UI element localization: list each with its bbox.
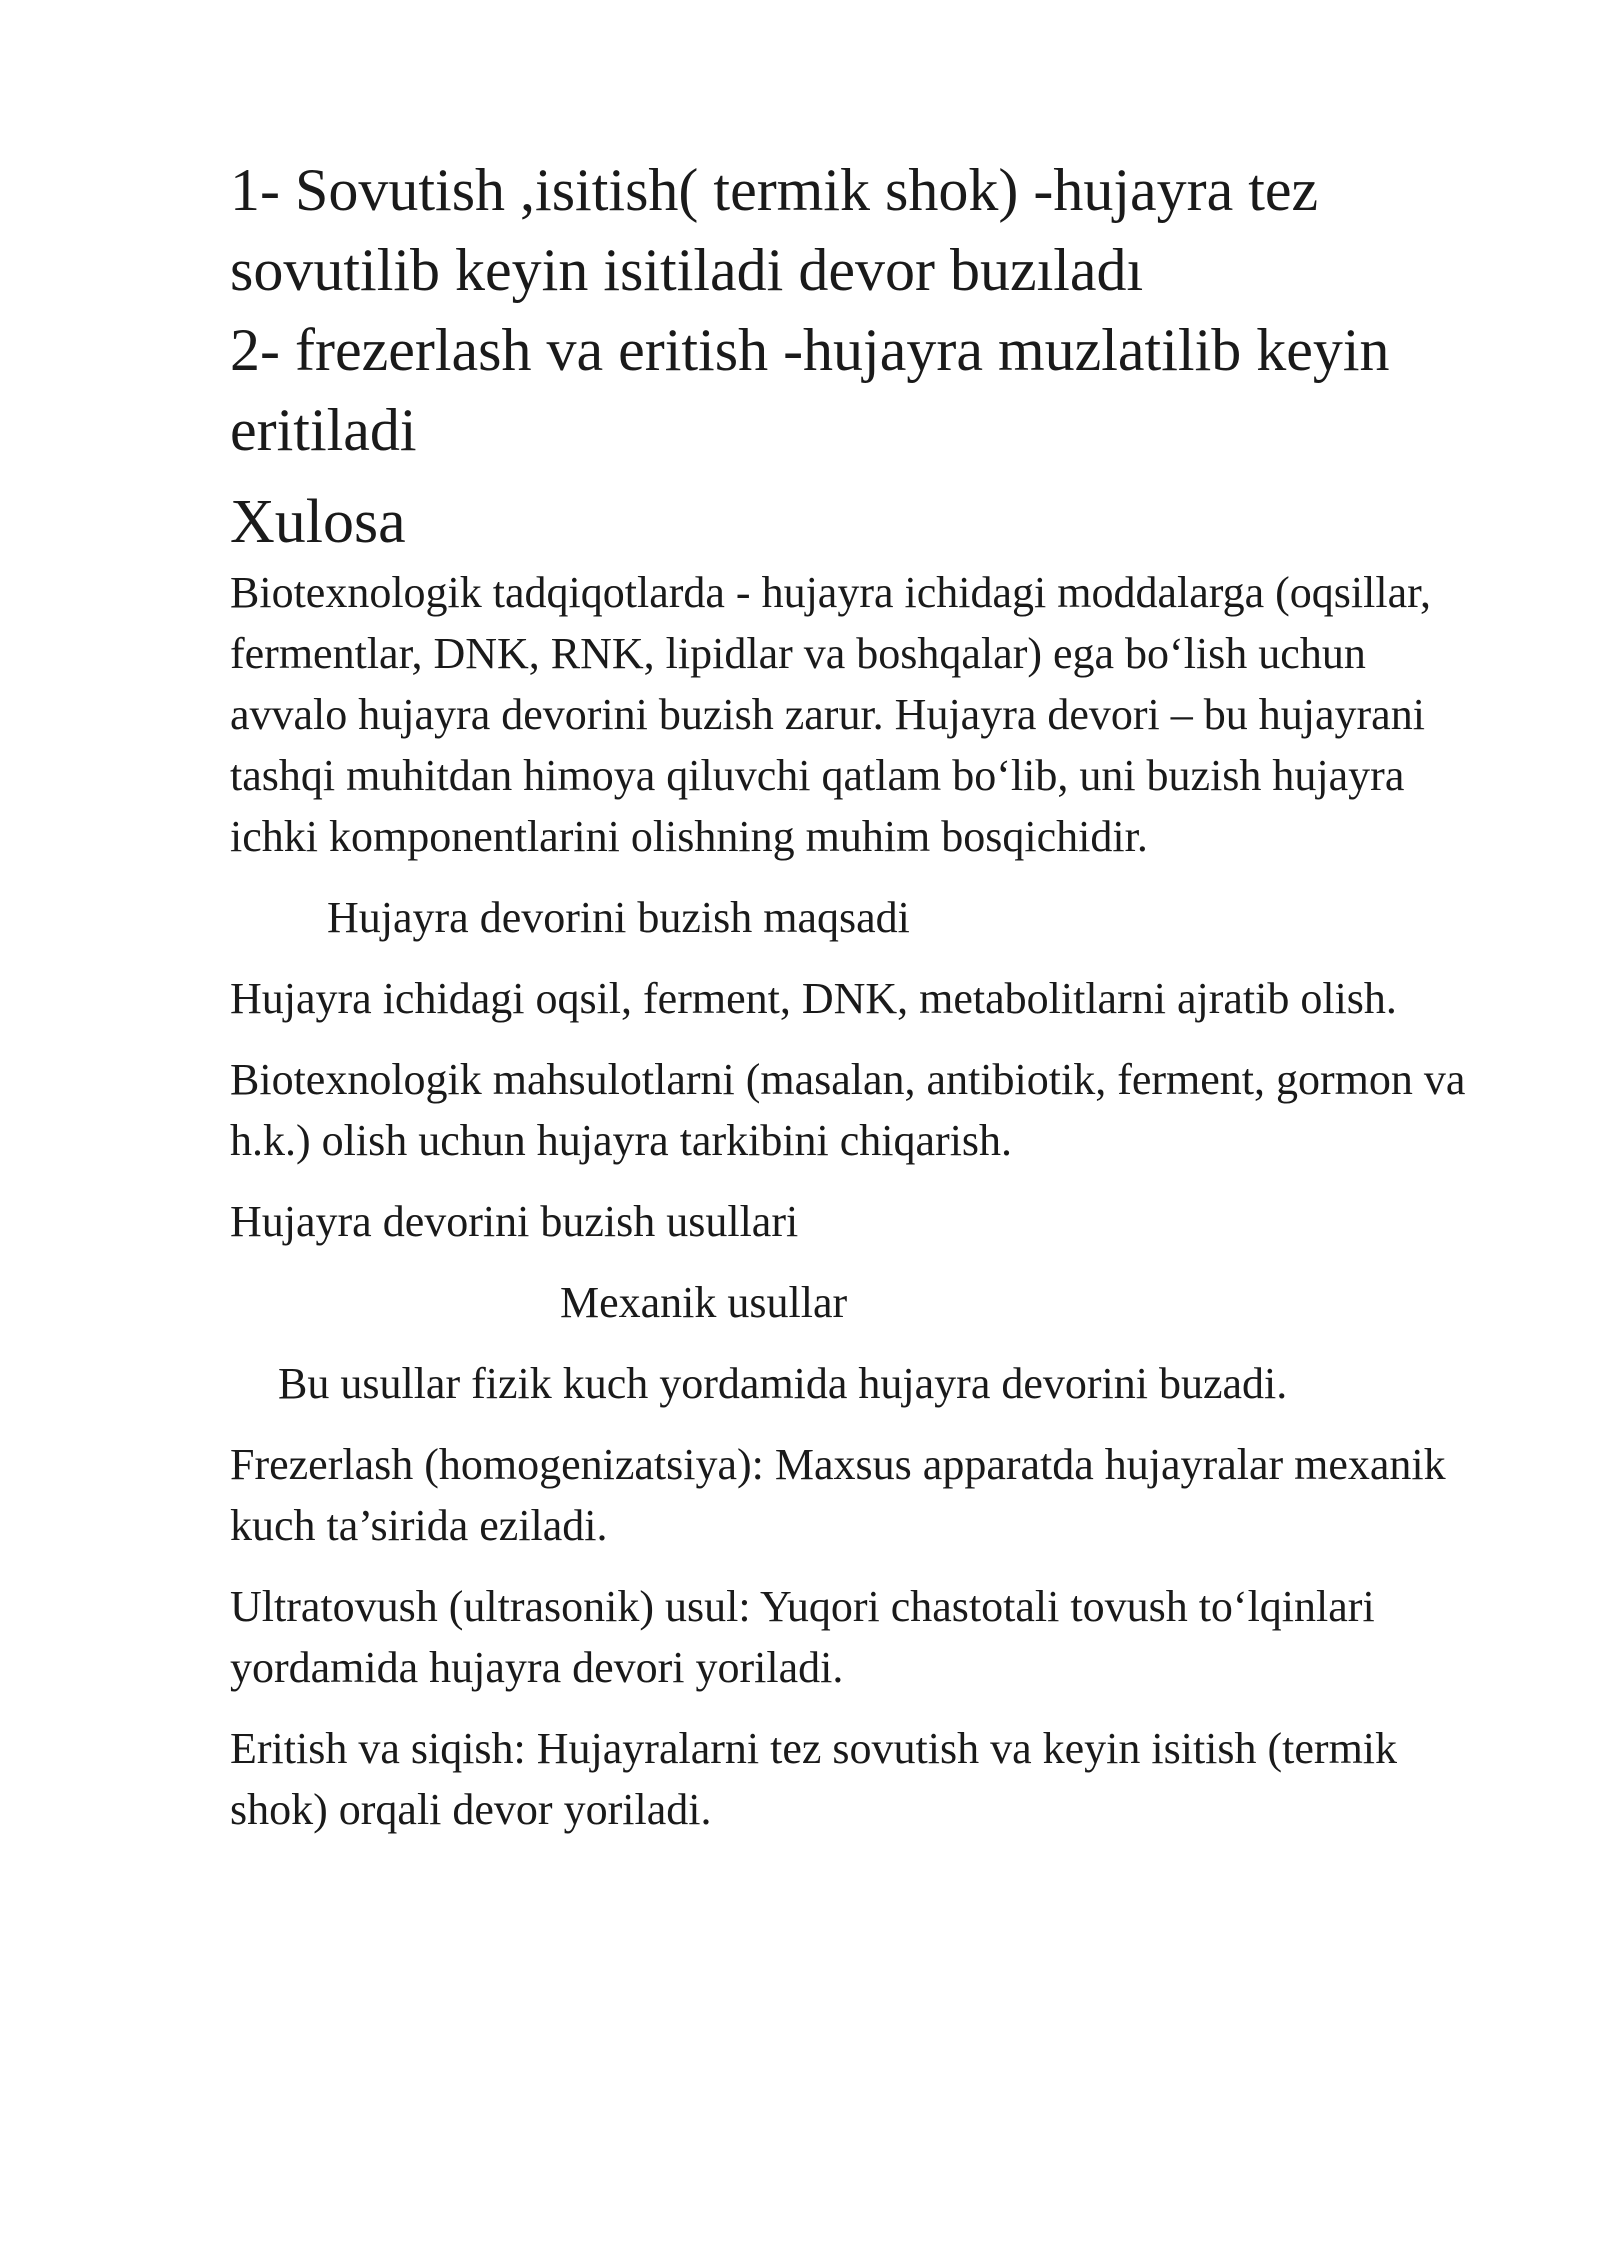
- list-item-2-line-2: eritiladi: [230, 397, 417, 463]
- mechanical-description: Bu usullar fizik kuch yordamida hujayra devorini buzadi.: [278, 1359, 1288, 1408]
- methods-title: Hujayra devorini buzish usullari: [230, 1197, 799, 1246]
- list-item-1-line-1: 1- Sovutish ,isitish( termik shok) -hujayra tez: [230, 157, 1319, 223]
- purpose-paragraph-2: Biotexnologik mahsulotlarni (masalan, antibiotik, ferment, gormon va h.k.) olish uchun hujayra tarkibini chiqarish.: [230, 1055, 1466, 1165]
- method-paragraph-1: Frezerlash (homogenizatsiya): Maxsus apparatda hujayralar mexanik kuch ta’sirida eziladi.: [230, 1440, 1446, 1550]
- mechanical-title: Mexanik usullar: [560, 1278, 848, 1327]
- document-page: [230, 150, 1490, 1860]
- list-item-2-line-1: 2- frezerlash va eritish -hujayra muzlatilib keyin: [230, 317, 1390, 383]
- purpose-paragraph-1: Hujayra ichidagi oqsil, ferment, DNK, metabolitlarni ajratib olish.: [230, 974, 1397, 1023]
- section-heading-xulosa: Xulosa: [230, 488, 406, 556]
- method-paragraph-3: Eritish va siqish: Hujayralarni tez sovutish va keyin isitish (termik shok) orqali devor yoriladi.: [230, 1724, 1398, 1834]
- method-paragraph-2: Ultratovush (ultrasonik) usul: Yuqori chastotali tovush to‘lqinlari yordamida hujayra devori yoriladi.: [230, 1582, 1375, 1692]
- purpose-title: Hujayra devorini buzish maqsadi: [327, 893, 910, 942]
- intro-paragraph: Biotexnologik tadqiqotlarda - hujayra ichidagi moddalarga (oqsillar, fermentlar, DNK, RNK, lipidlar va boshqalar) ega bo‘lish uchun avvalo hujayra devorini buzish zarur. Hujayra devori – bu hujayrani tashqi muhitdan himoya qiluvchi qatlam bo‘lib, uni buzish hujayra ichki komponentlarini olishning muhim bosqichidir.: [230, 568, 1431, 861]
- list-item-1-line-2: sovutilib keyin isitiladi devor buzıladı: [230, 237, 1144, 303]
